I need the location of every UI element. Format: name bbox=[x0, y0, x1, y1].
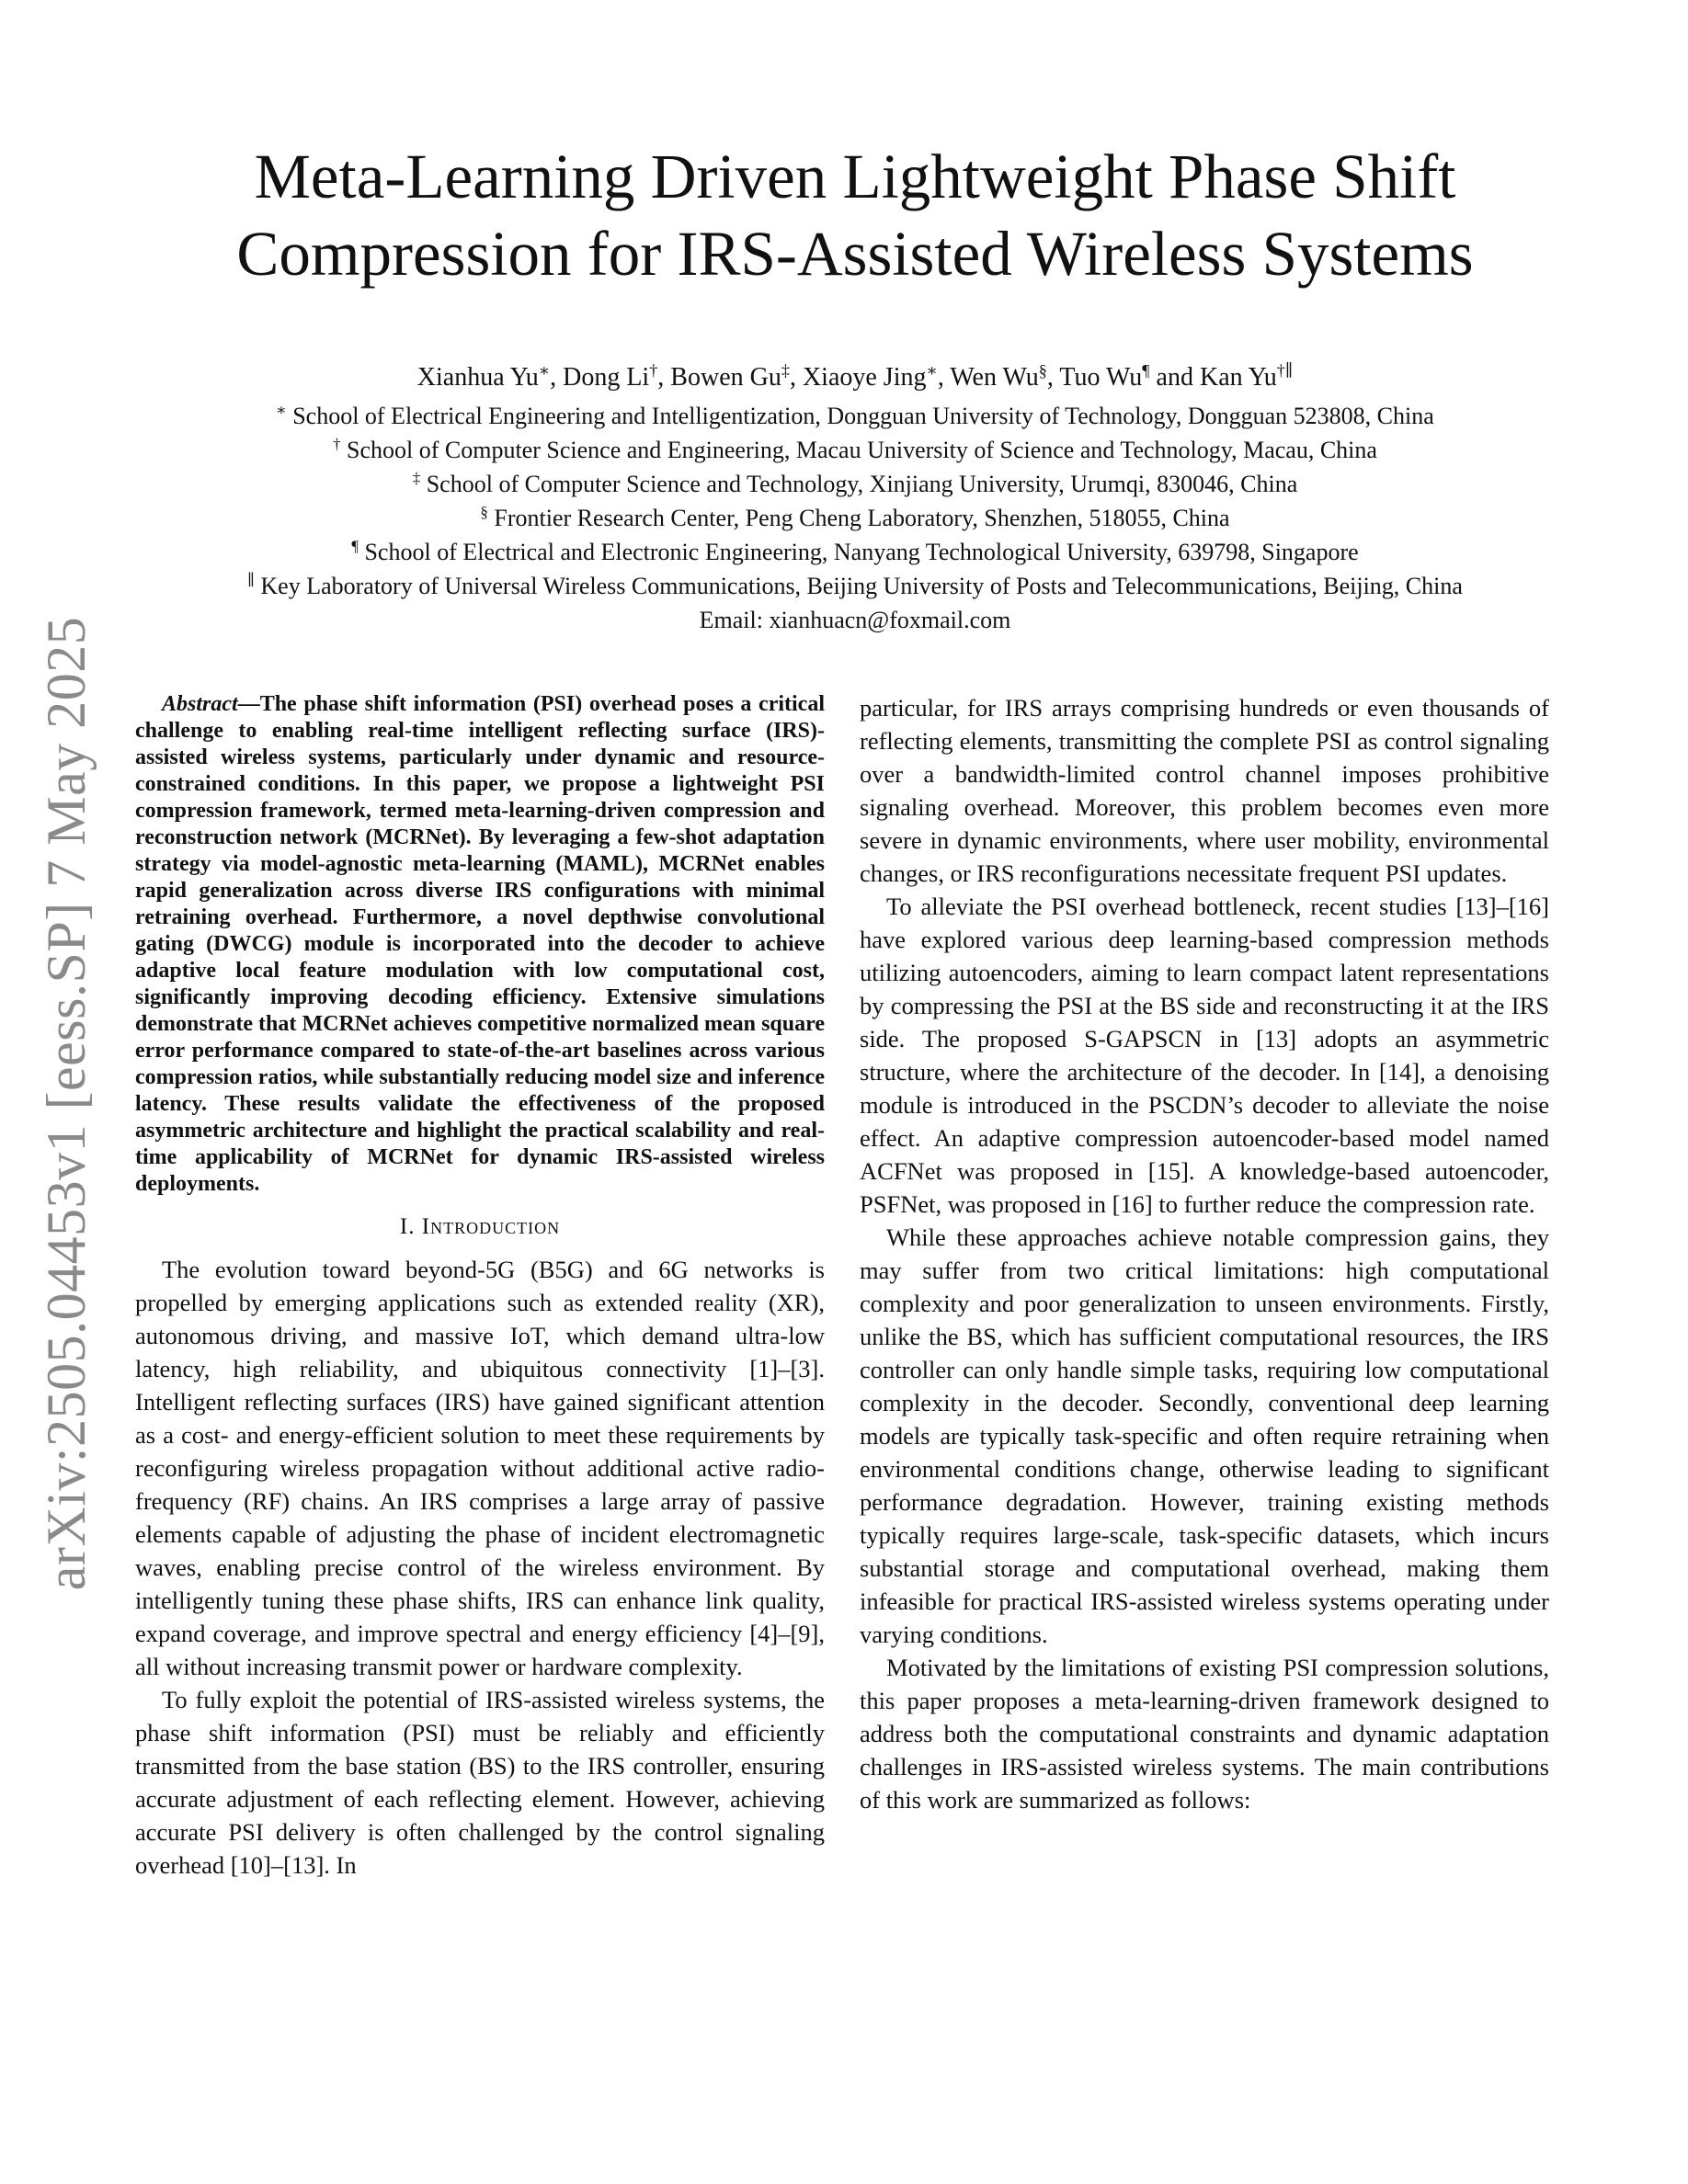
body-paragraph: particular, for IRS arrays comprising hundreds or even thousands of reflecting elements, transmitting the complete PSI as control signaling over a bandwidth-limited control channel imposes prohibitive signaling overhead. Moreover, this problem becomes even more severe in dynamic environments, where user mobility, environmental changes, or IRS reconfigurations necessitate frequent PSI updates. bbox=[860, 694, 1549, 887]
body-paragraph: To fully exploit the potential of IRS-assisted wireless systems, the phase shift information (PSI) must be reliably and efficiently transmitted from the base station (BS) to the IRS controller, ensuring accurate adjustment of each reflecting element. However, achieving accurate PSI delivery is often challenged by the control signaling overhead [10]–[13]. In bbox=[135, 1686, 825, 1879]
author-list bbox=[138, 361, 1572, 394]
affiliation: † School of Computer Science and Engineering, Macau University of Science and Technology, Macau, China bbox=[333, 435, 1377, 463]
author: Wen Wu§, bbox=[950, 361, 1060, 392]
author: Xianhua Yu∗, bbox=[416, 361, 564, 392]
author: Xiaoye Jing∗, bbox=[802, 361, 951, 392]
author: Bowen Gu‡, bbox=[670, 361, 803, 392]
paper-title bbox=[138, 138, 1572, 292]
abstract bbox=[135, 691, 825, 1198]
affiliation: ‡ School of Computer Science and Technology, Xinjiang University, Urumqi, 830046, China bbox=[412, 469, 1298, 497]
section-heading-introduction: I. Introduction bbox=[399, 1214, 561, 1239]
affiliation: ¶ School of Electrical and Electronic Engineering, Nanyang Technological University, 639798, Singapore bbox=[351, 537, 1359, 565]
affiliation-list bbox=[138, 399, 1572, 637]
left-column bbox=[135, 691, 825, 1882]
abstract-body: —The phase shift information (PSI) overhead poses a critical challenge to enabling real-time intelligent reflecting surface (IRS)-assisted wireless systems, particularly under dynamic and resource-constrained conditions. In this paper, we propose a lightweight PSI compression framework, termed meta-learning-driven compression and reconstruction network (MCRNet). By leveraging a few-shot adaptation strategy via model-agnostic meta-learning (MAML), MCRNet enables rapid generalization across diverse IRS configurations with minimal retraining overhead. Furthermore, a novel depthwise convolutional gating (DWCG) module is incorporated into the decoder to achieve adaptive local feature modulation with low computational cost, significantly improving decoding efficiency. Extensive simulations demonstrate that MCRNet achieves competitive normalized mean square error performance compared to state-of-the-art baselines across various compression ratios, while substantially reducing model size and inference latency. These results validate the effectiveness of the proposed asymmetric architecture and highlight the practical scalability and real-time applicability of MCRNet for dynamic IRS-assisted wireless deployments. bbox=[135, 692, 825, 1196]
email: Email: xianhuacn@foxmail.com bbox=[699, 607, 1011, 633]
title-line-2: Compression for IRS-Assisted Wireless Systems bbox=[236, 219, 1474, 289]
affiliation: § Frontier Research Center, Peng Cheng Laboratory, Shenzhen, 518055, China bbox=[480, 503, 1230, 531]
body-paragraph: While these approaches achieve notable compression gains, they may suffer from two critical limitations: high computational complexity and poor generalization to unseen environments. Firstly, unlike the BS, which has sufficient computational resources, the IRS controller can only handle simple tasks, requiring low computational complexity in the decoder. Secondly, conventional deep learning models are typically task-specific and often require retraining when environmental conditions change, otherwise leading to significant performance degradation. However, training existing methods typically requires large-scale, task-specific datasets, which incurs substantial storage and computational overhead, making them infeasible for practical IRS-assisted wireless systems operating under varying conditions. bbox=[860, 1223, 1549, 1648]
body-paragraph: The evolution toward beyond-5G (B5G) and 6G networks is propelled by emerging applications such as extended reality (XR), autonomous driving, and massive IoT, which demand ultra-low latency, high reliability, and ubiquitous connectivity [1]–[3]. Intelligent reflecting surfaces (IRS) have gained significant attention as a cost- and energy-efficient solution to meet these requirements by reconfiguring wireless propagation without additional active radio-frequency (RF) chains. An IRS comprises a large array of passive elements capable of adjusting the phase of incident electromagnetic waves, enabling precise control of the wireless environment. By intelligently tuning these phase shifts, IRS can enhance link quality, expand coverage, and improve spectral and energy efficiency [4]–[9], all without increasing transmit power or hardware complexity. bbox=[135, 1256, 825, 1680]
right-column bbox=[860, 691, 1549, 1816]
affiliation: ∗ School of Electrical Engineering and Intelligentization, Dongguan University of Technology, Dongguan 523808, China bbox=[276, 401, 1434, 429]
title-line-1: Meta-Learning Driven Lightweight Phase Shift bbox=[254, 142, 1456, 211]
author: Tuo Wu¶ and bbox=[1059, 361, 1200, 392]
author: Dong Li†, bbox=[563, 361, 671, 392]
abstract-lead: Abstract bbox=[162, 692, 238, 716]
affiliation: ∥ Key Laboratory of Universal Wireless Communications, Beijing University of Posts and Telecommunications, Beijing, China bbox=[247, 571, 1463, 599]
body-paragraph: To alleviate the PSI overhead bottleneck, recent studies [13]–[16] have explored various deep learning-based compression methods utilizing autoencoders, aiming to learn compact latent representations by compressing the PSI at the BS side and reconstructing it at the IRS side. The proposed S-GAPSCN in [13] adopts an asymmetric structure, where the architecture of the decoder. In [14], a denoising module is introduced in the PSCDN’s decoder to alleviate the noise effect. An adaptive compression autoencoder-based model named ACFNet was proposed in [15]. A knowledge-based autoencoder, PSFNet, was proposed in [16] to further reduce the compression rate. bbox=[860, 893, 1549, 1218]
arxiv-side-label: arXiv:2505.04453v1 [eess.SP] 7 May 2025 bbox=[36, 616, 97, 1590]
body-paragraph: Motivated by the limitations of existing PSI compression solutions, this paper proposes a meta-learning-driven framework designed to address both the computational constraints and dynamic adaptation challenges in IRS-assisted wireless systems. The main contributions of this work are summarized as follows: bbox=[860, 1654, 1549, 1814]
author: Kan Yu†∥ bbox=[1199, 361, 1294, 392]
